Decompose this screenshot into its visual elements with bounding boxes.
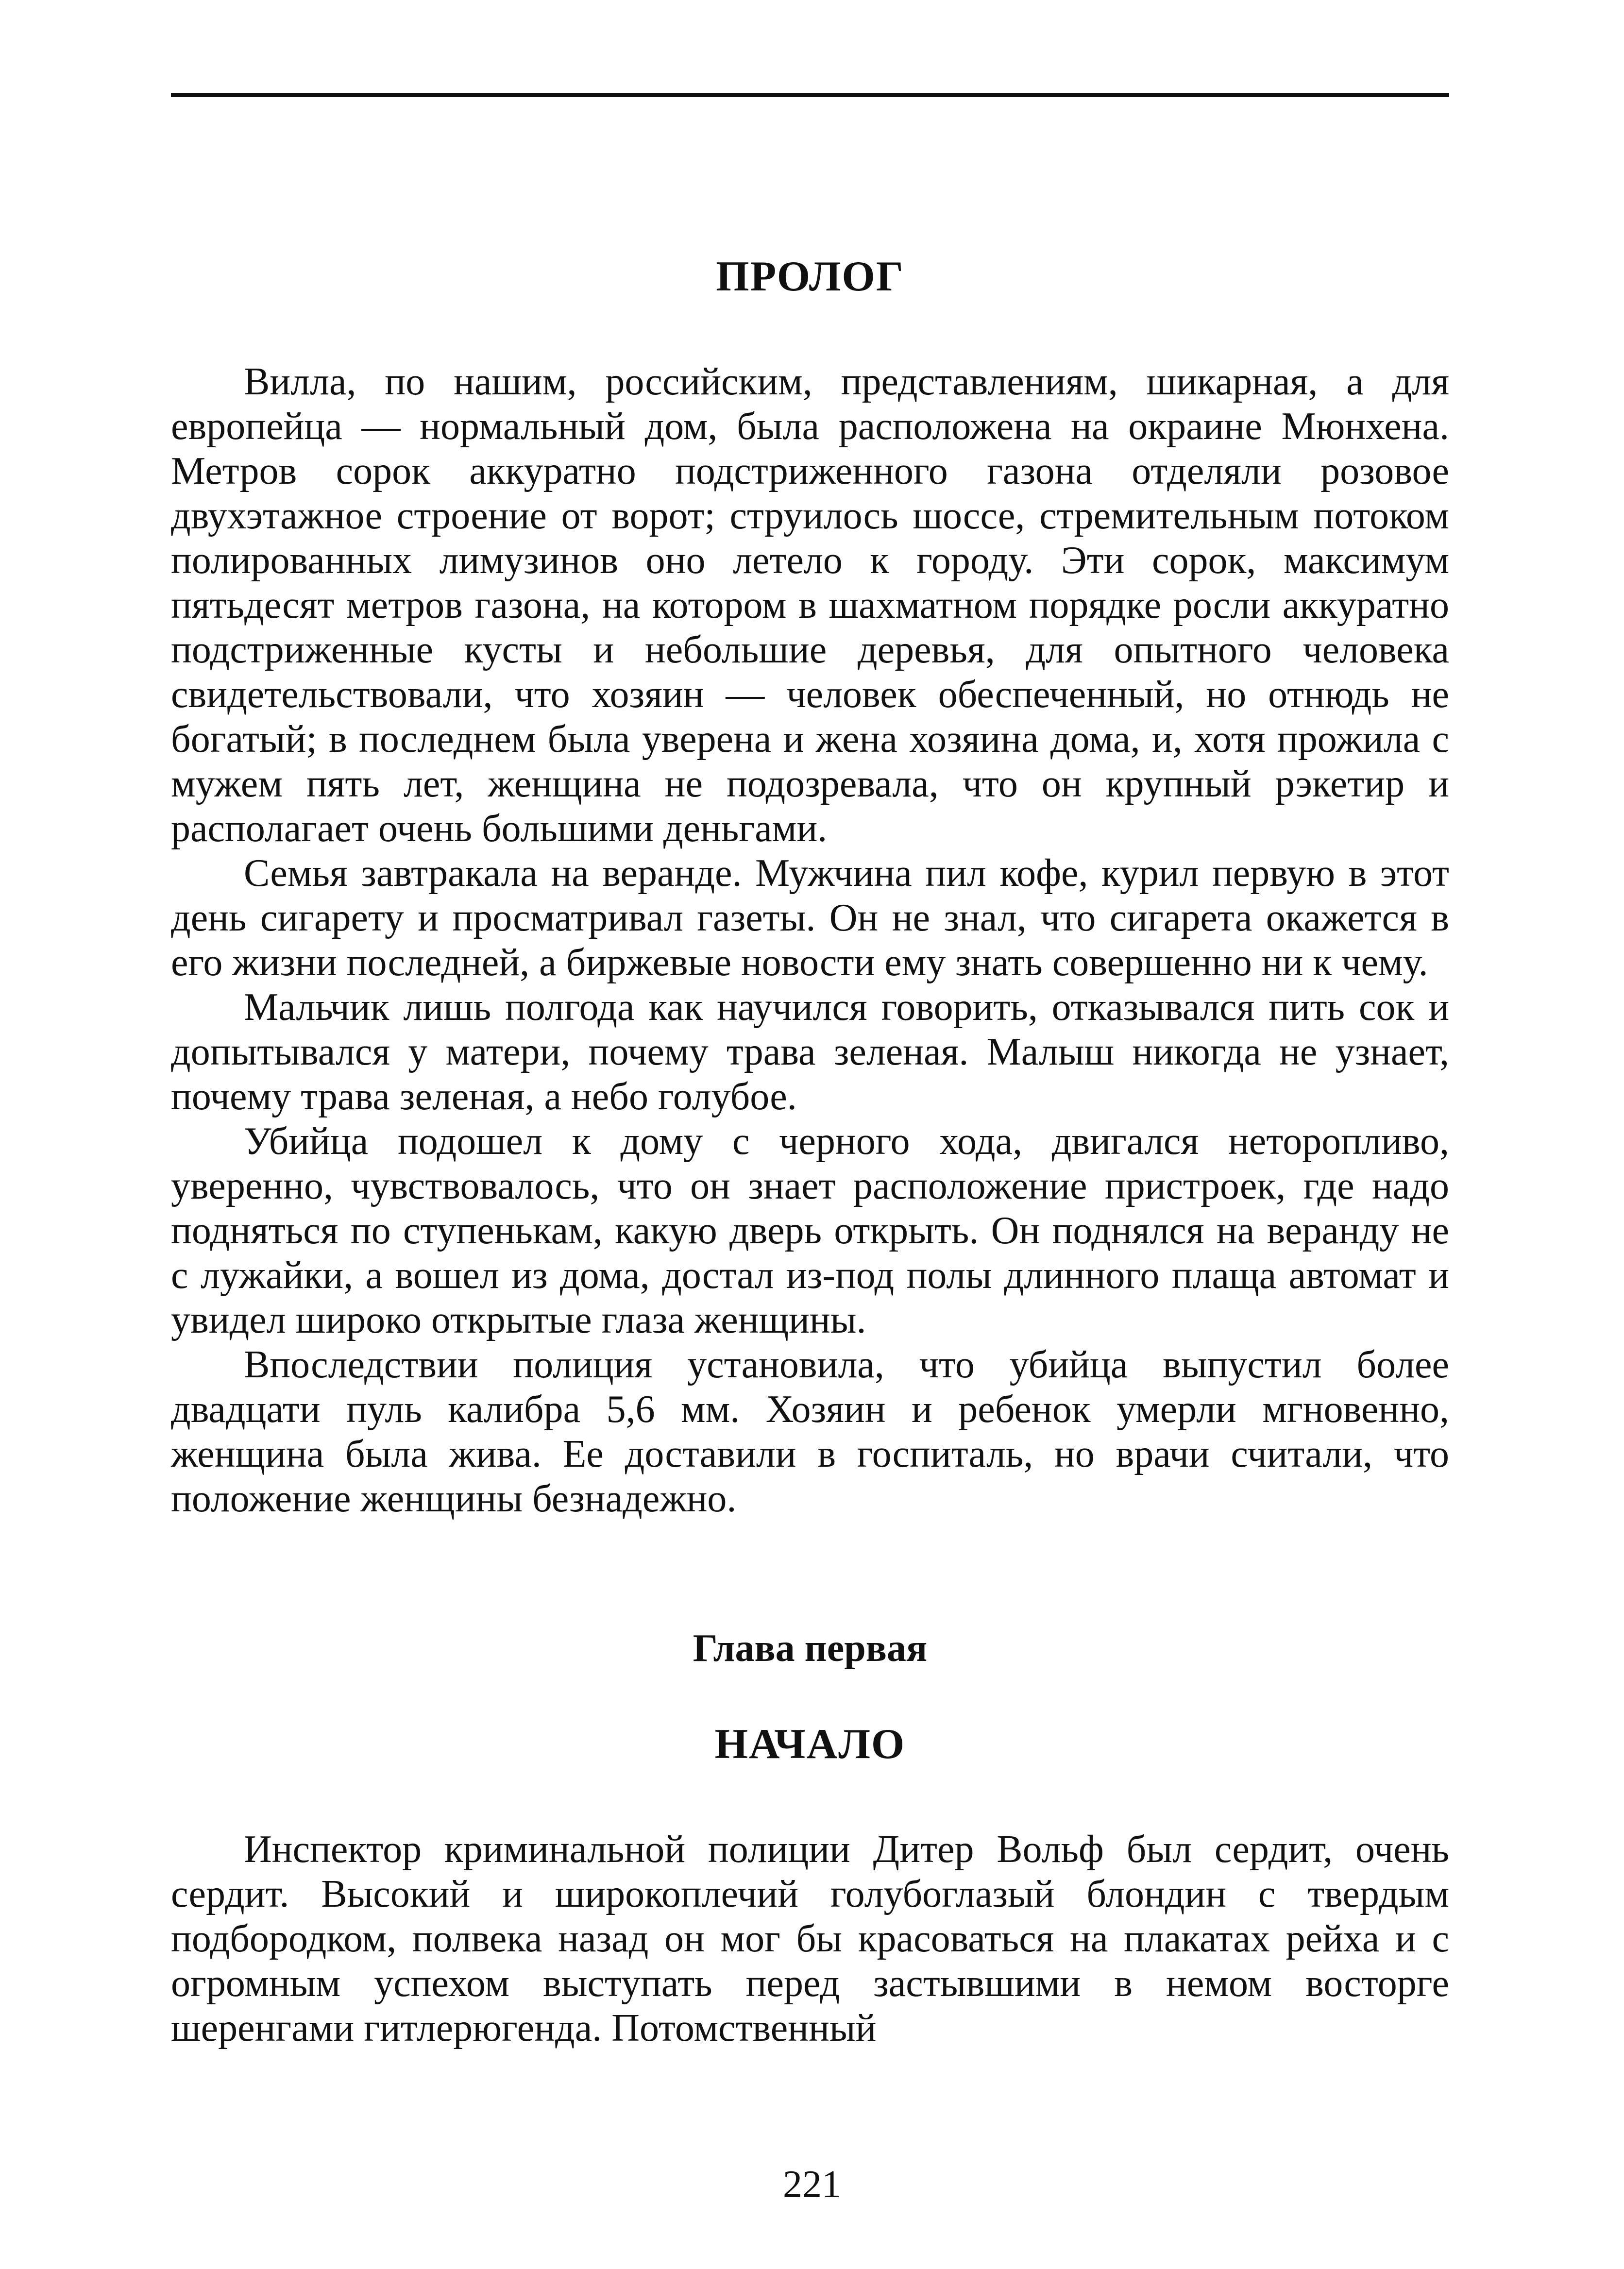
prologue-paragraph-5: Впоследствии полиция установила, что убийца выпустил более двадцати пуль калибра 5,6 мм. Хозяин и ребенок умерли мгновенно, женщина была жива. Ее доставили в госпиталь, но врачи считали, что положение женщины безнадежно. — [171, 1343, 1449, 1520]
page-content — [171, 253, 1449, 2050]
prologue-paragraph-2: Семья завтракала на веранде. Мужчина пил кофе, курил первую в этот день сигарету и просматривал газеты. Он не знал, что сигарета окажется в его жизни последней, а биржевые новости ему знать совершенно ни к чему. — [171, 852, 1449, 984]
prologue-paragraph-4: Убийца подошел к дому с черного хода, двигался неторопливо, уверенно, чувствовалось, что он знает расположение пристроек, где надо подняться по ступенькам, какую дверь открыть. Он поднялся на веранду не с лужайки, а вошел из дома, достал из-под полы длинного плаща автомат и увидел широко открытые глаза женщины. — [171, 1120, 1449, 1341]
prologue-body — [171, 359, 1449, 1521]
chapter-number-label: Глава первая — [693, 1627, 928, 1670]
page-number: 221 — [783, 2163, 841, 2206]
chapter-body — [171, 1827, 1449, 2050]
chapter-title: НАЧАЛО — [714, 1721, 906, 1768]
prologue-title: ПРОЛОГ — [716, 253, 904, 300]
chapter-paragraph-1: Инспектор криминальной полиции Дитер Вольф был сердит, очень сердит. Высокий и широкоплечий голубоглазый блондин с твердым подбородком, полвека назад он мог бы красоваться на плакатах рейха и с огромным успехом выступать перед застывшими в немом восторге шеренгами гитлерюгенда. Потомственный — [171, 1828, 1449, 2049]
prologue-paragraph-3: Мальчик лишь полгода как научился говорить, отказывался пить сок и допытывался у матери, почему трава зеленая. Малыш никогда не узнает, почему трава зеленая, а небо голубое. — [171, 986, 1449, 1118]
prologue-paragraph-1: Вилла, по нашим, российским, представлениям, шикарная, а для европейца — нормальный дом, была расположена на окраине Мюнхена. Метров сорок аккуратно подстриженного газона отделяли розовое двухэтажное строение от ворот; струилось шоссе, стремительным потоком полированных лимузинов оно летело к городу. Эти сорок, максимум пятьдесят метров газона, на котором в шахматном порядке росли аккуратно подстриженные кусты и небольшие деревья, для опытного человека свидетельствовали, что хозяин — человек обеспеченный, но отнюдь не богатый; в последнем была уверена и жена хозяина дома, и, хотя прожила с мужем пять лет, женщина не подозревала, что он крупный рэкетир и располагает очень большими деньгами. — [171, 360, 1449, 850]
top-rule — [171, 93, 1449, 97]
